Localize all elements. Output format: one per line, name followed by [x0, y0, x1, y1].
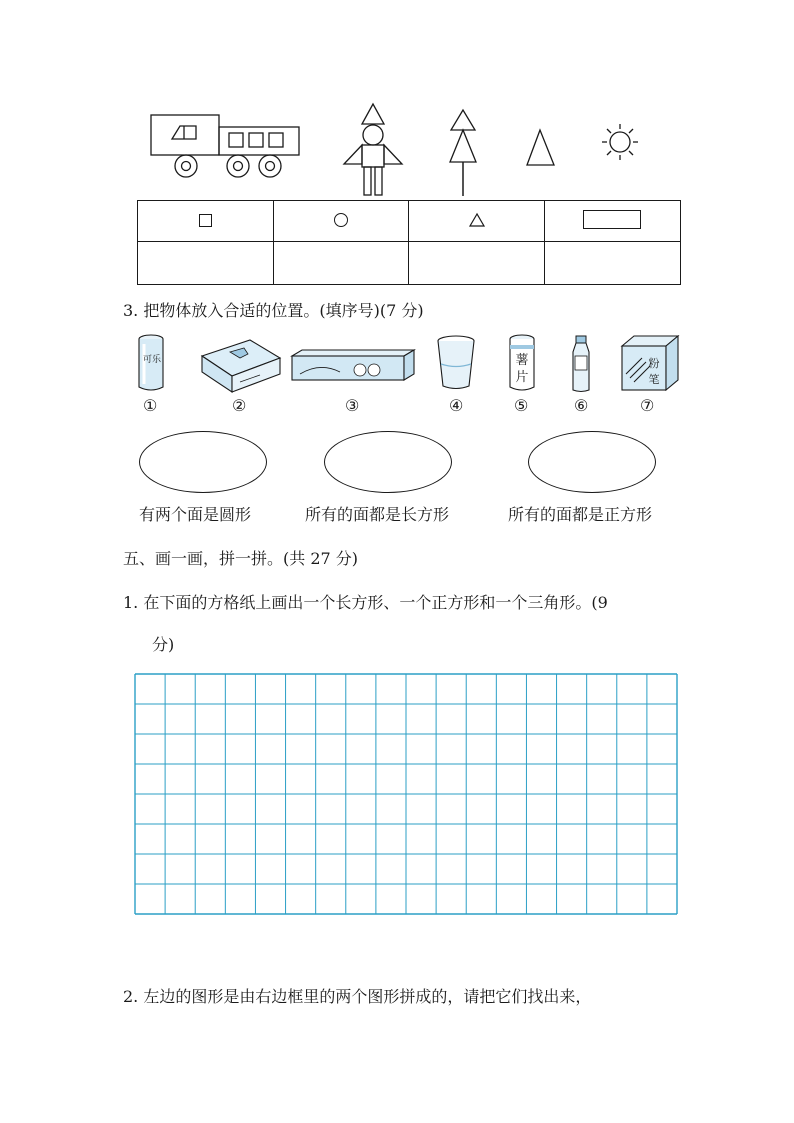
header-square: [138, 201, 274, 242]
question-5-1-line1: 1. 在下面的方格纸上画出一个长方形、一个正方形和一个三角形。(9: [123, 593, 608, 612]
section-5-title: 五、画一画，拼一拼。(共 27 分): [123, 549, 359, 568]
oval-label-rectangles: 所有的面都是长方形: [305, 505, 450, 524]
answer-cell-rectangle[interactable]: [544, 242, 680, 285]
answer-cell-triangle[interactable]: [409, 242, 545, 285]
sun-icon: [600, 122, 640, 162]
question-5-1-line2: 分): [152, 635, 175, 654]
tree-figure: [447, 108, 479, 198]
cup-icon: [435, 334, 477, 392]
question-5-2-line1: 2. 左边的图形是由右边框里的两个图形拼成的，请把它们找出来，: [123, 987, 592, 1006]
bottle-icon: [568, 334, 594, 394]
object-number-1: ①: [143, 396, 158, 415]
object-number-3: ③: [345, 396, 360, 415]
object-number-6: ⑥: [574, 396, 589, 415]
oval-answer-rectangles[interactable]: [324, 431, 452, 493]
oval-label-squares: 所有的面都是正方形: [508, 505, 653, 524]
grid-paper[interactable]: [135, 674, 677, 914]
answer-cell-circle[interactable]: [273, 242, 409, 285]
object-number-5: ⑤: [514, 396, 529, 415]
object-number-7: ⑦: [640, 396, 655, 415]
object-number-4: ④: [449, 396, 464, 415]
chip-can-label: 薯片: [515, 353, 529, 385]
chalk-box-label: 粉笔: [648, 357, 660, 386]
can-label: 可乐: [142, 355, 161, 365]
answer-cell-square[interactable]: [138, 242, 274, 285]
shape-count-table: [137, 200, 681, 285]
robot-figure: [342, 102, 406, 197]
header-triangle: [409, 201, 545, 242]
object-number-2: ②: [232, 396, 247, 415]
rectangle-icon: [583, 210, 641, 229]
circle-icon: [334, 213, 348, 227]
question-3-title: 3. 把物体放入合适的位置。(填序号)(7 分): [123, 301, 424, 320]
oval-answer-circles[interactable]: [139, 431, 267, 493]
oval-label-circles: 有两个面是圆形: [139, 505, 252, 524]
square-icon: [199, 214, 212, 227]
triangle-figure: [525, 128, 557, 168]
truck-figure: [150, 113, 302, 179]
box-icon: [200, 336, 282, 394]
long-box-icon: [290, 348, 418, 382]
header-rectangle: [544, 201, 680, 242]
triangle-icon: [469, 213, 485, 227]
oval-answer-squares[interactable]: [528, 431, 656, 493]
header-circle: [273, 201, 409, 242]
